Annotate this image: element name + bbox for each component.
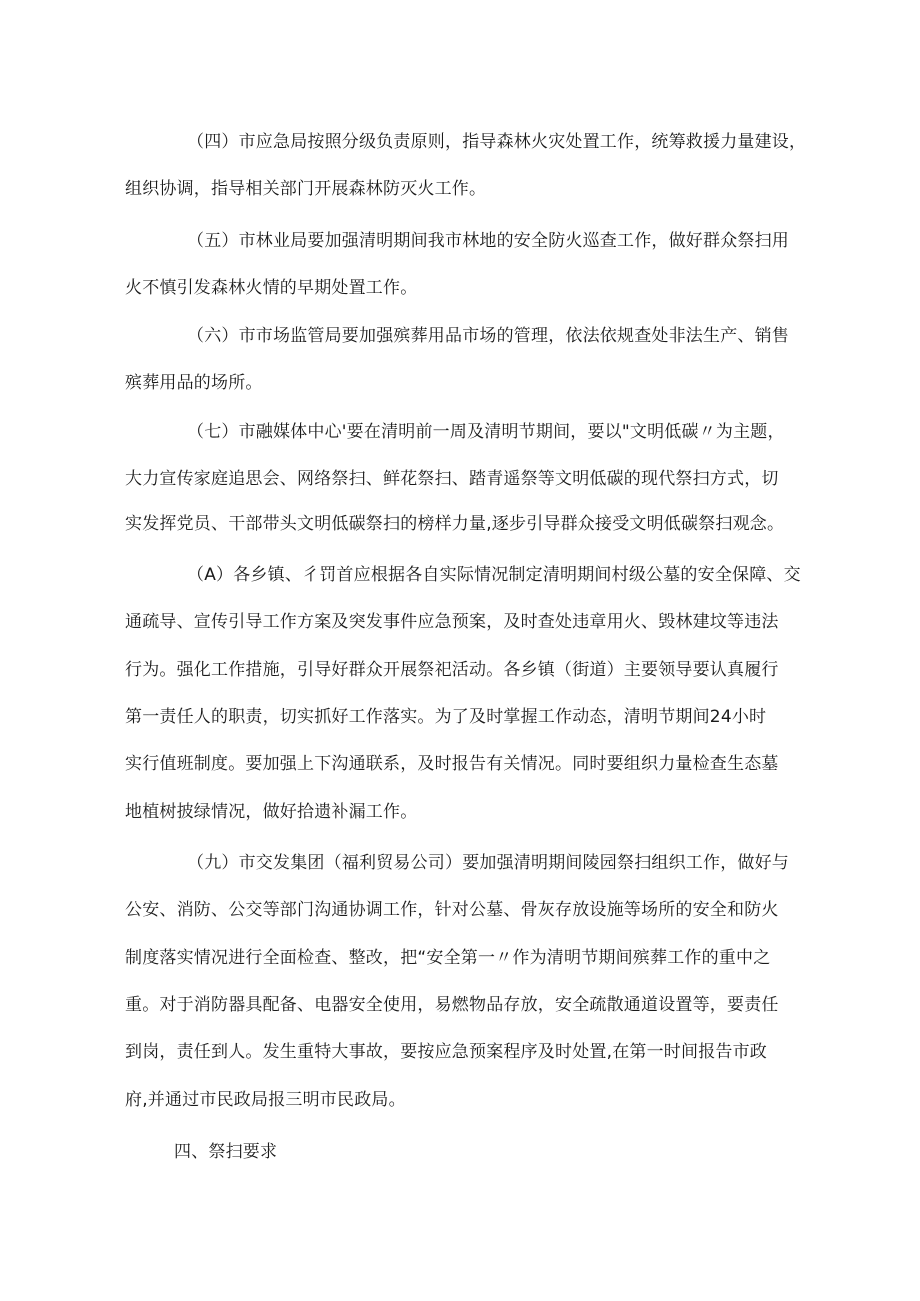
section-heading-text: 四、祭扫要求	[174, 1142, 278, 1162]
paragraph-line: 大力宣传家庭追思会、网络祭扫、鲜花祭扫、踏青遥祭等文明低碳的现代祭扫方式，切	[125, 469, 779, 489]
paragraph-line: 实发挥党员、干部带头文明低碳祭扫的榜样力量,逐步引导群众接受文明低碳祭扫观念。	[125, 514, 785, 534]
paragraph-line: 火不慎引发森林火情的早期处置工作。	[125, 278, 418, 298]
paragraph-line: 府,并通过市民政局报三明市民政局。	[125, 1090, 406, 1110]
paragraph-line: （七）市融媒体中心'要在清明前一周及清明节期间，要以"文明低碳〃为主题，	[187, 422, 785, 442]
paragraph-line: （九）市交发集团（福利贸易公司）要加强清明期间陵园祭扫组织工作，做好与	[187, 853, 789, 873]
paragraph-line: 到岗，责任到人。发生重特大事故，要按应急预案程序及时处置,在第一时间报告市政	[125, 1042, 768, 1062]
paragraph-line: 重。对于消防器具配备、电器安全使用，易燃物品存放，安全疏散通道设置等，要责任	[125, 995, 779, 1015]
paragraph-line: 通疏导、宣传引导工作方案及突发事件应急预案，及时查处违章用火、毁林建坟等违法	[125, 612, 779, 632]
paragraph-line: （四）市应急局按照分级负责原则，指导森林火灾处置工作，统筹救援力量建设，	[187, 132, 807, 152]
paragraph-line: 行为。强化工作措施，引导好群众开展祭祀活动。各乡镇（街道）主要领导要认真履行	[125, 660, 779, 680]
paragraph-line: （六）市市场监管局要加强殡葬用品市场的管理，依法依规查处非法生产、销售	[187, 326, 789, 346]
paragraph-line: 殡葬用品的场所。	[125, 373, 263, 393]
paragraph-line: 制度落实情况进行全面检查、整改，把“安全第一〃作为清明节期间殡葬工作的重中之	[125, 948, 771, 968]
paragraph-line: （A）各乡镇、彳罚首应根据各自实际情况制定清明期间村级公墓的安全保障、交	[187, 565, 801, 585]
paragraph-line: 地植树披绿情况，做好拾遗补漏工作。	[125, 802, 418, 822]
paragraph-line: 第一责任人的职责，切实抓好工作落实。为了及时掌握工作动态，清明节期间24小时	[125, 707, 767, 727]
paragraph-line: 组织协调，指导相关部门开展森林防灭火工作。	[125, 179, 487, 199]
paragraph-line: 实行值班制度。要加强上下沟通联系，及时报告有关情况。同时要组织力量检查生态墓	[125, 754, 779, 774]
paragraph-line: 公安、消防、公交等部门沟通协调工作，针对公墓、骨灰存放设施等场所的安全和防火	[125, 900, 779, 920]
paragraph-line: （五）市林业局要加强清明期间我市林地的安全防火巡查工作，做好群众祭扫用	[187, 231, 789, 251]
